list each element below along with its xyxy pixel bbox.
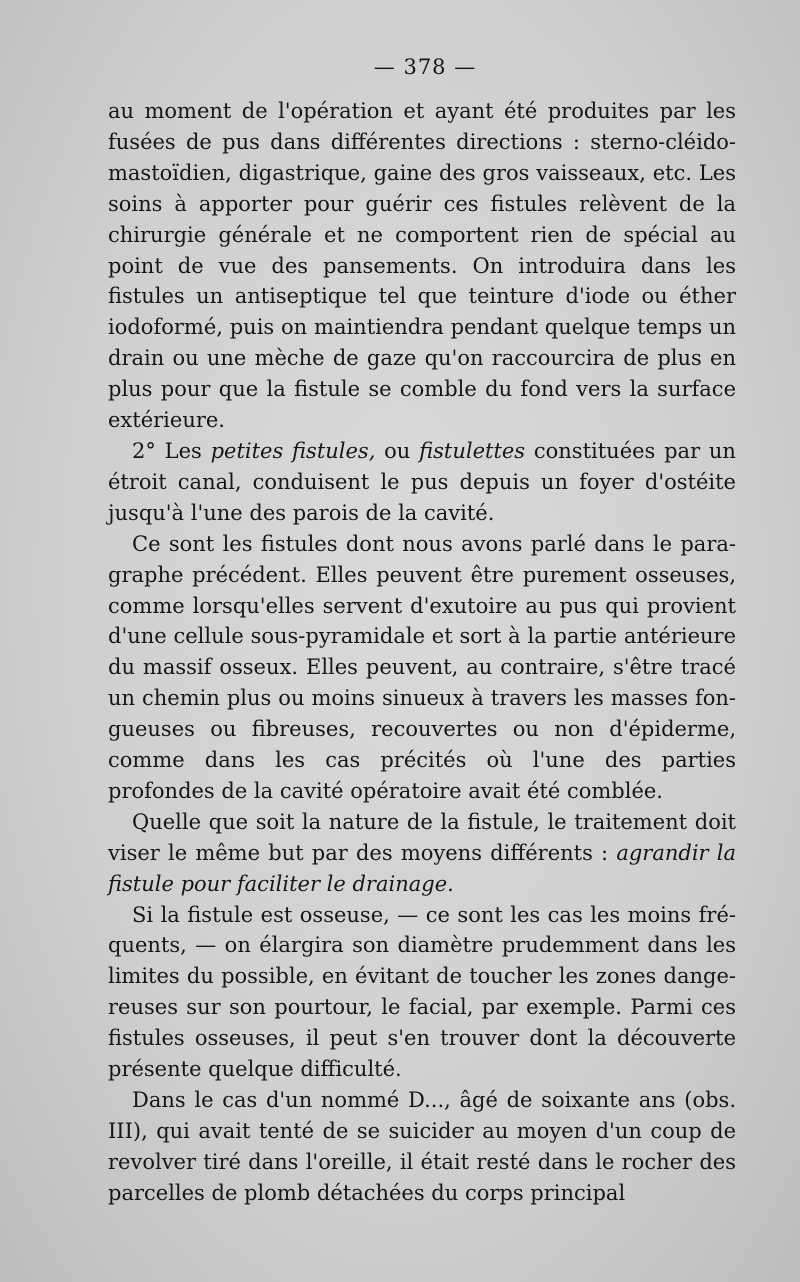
text-segment: Dans le cas d'un nommé D..., âgé de soixante ans (obs. III), qui avait tenté de se suicider au moyen d'un coup de revolver tiré dans l'oreille, il était resté dans le rocher des parcelles de plomb détachées du corps principal xyxy=(108,1088,736,1205)
italic-term: fistulettes xyxy=(419,438,526,463)
text-segment: Ce sont les fistules dont nous avons parlé dans le paragraphe précédent. Elles peuvent être purement osseuses, comme lorsqu'elles servent d'exutoire au pus qui provient d'une cellule sous-pyramidale et sort à la partie antérieure du massif osseux. Elles peuvent, au contraire, s'être tracé un chemin plus ou moins sinueux à travers les masses fongueuses ou fibreuses, recouvertes ou non d'épiderme, comme dans les cas précités où l'une des parties profondes de la cavité opératoire avait été comblée. xyxy=(108,531,736,803)
page-number: — 378 — xyxy=(373,55,477,79)
paragraph-continuation xyxy=(108,96,736,436)
text-segment: ou xyxy=(375,438,420,463)
italic-term: petites fistules, xyxy=(210,438,376,463)
body-text xyxy=(108,96,736,1209)
text-segment: constituées par un étroit canal, conduisent le pus depuis un foyer d'ostéite jusqu'à l'une des parois de la cavité. xyxy=(108,438,736,525)
text-segment: Si la fistule est osseuse, — ce sont les cas les moins fréquents, — on élargira son diamètre prudemment dans les limites du possible, en évitant de toucher les zones dangereuses sur son pourtour, le facial, par exemple. Parmi ces fistules osseuses, il peut s'en trouver dont la découverte présente quelque difficulté. xyxy=(108,902,736,1082)
text-segment: Quelle que soit la nature de la fistule, le traitement doit viser le même but par des moyens différents : xyxy=(108,809,736,865)
text-segment: 2° Les xyxy=(132,438,211,463)
text-segment: au moment de l'opération et ayant été produites par les fusées de pus dans différentes directions : sterno-cléido-mastoïdien, digastrique, gaine des gros vaisseaux, etc. Les soins à apporter pour guérir ces fistules relèvent de la chirurgie générale et ne comportent rien de spécial au point de vue des pansements. On introduira dans les fistules un antiseptique tel que teinture d'iode ou éther iodoformé, puis on maintiendra pendant quelque temps un drain ou une mèche de gaze qu'on raccourcira de plus en plus pour que la fistule se comble du fond vers la surface extérieure. xyxy=(108,99,736,433)
italic-emphasis: agrandir la fistule pour faciliter le drainage. xyxy=(108,840,736,896)
paragraph-observation xyxy=(108,1085,736,1209)
paragraph-petites-fistules xyxy=(108,436,736,529)
paragraph-fistule-osseuse xyxy=(108,900,736,1085)
paragraph-traitement xyxy=(108,807,736,900)
paragraph-fistules-osseuses xyxy=(108,529,736,807)
